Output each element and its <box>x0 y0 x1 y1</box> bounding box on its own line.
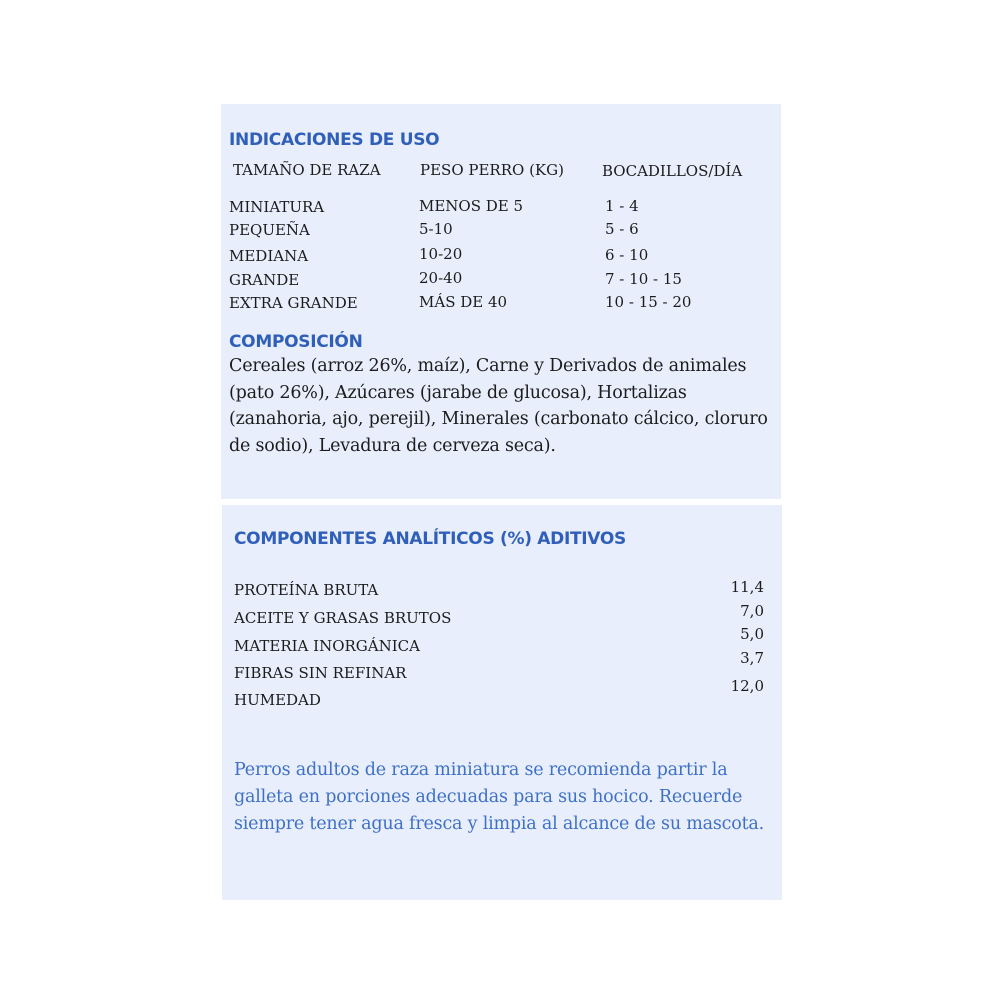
composition-text: Cereales (arroz 26%, maíz), Carne y Derivados de animales (pato 26%), Azúcares (jarabe de glucosa), Hortalizas (zanahoria, ajo, perejil), Minerales (carbonato cálcico, cloruro de sodio), Levadura de cerveza seca). <box>229 356 768 456</box>
table-cell: 5 - 6 <box>605 220 639 238</box>
analytics-value: 3,7 <box>740 649 764 667</box>
table-cell: 1 - 4 <box>605 197 639 215</box>
analytics-heading: COMPONENTES ANALÍTICOS (%) ADITIVOS <box>234 529 626 549</box>
table-cell: MENOS DE 5 <box>419 197 524 215</box>
column-header-dog-weight: PESO PERRO (KG) <box>420 161 564 179</box>
analytics-label: MATERIA INORGÁNICA <box>234 637 420 655</box>
analytics-value: 11,4 <box>730 578 764 596</box>
table-cell: 7 - 10 - 15 <box>605 270 682 288</box>
table-cell: EXTRA GRANDE <box>229 294 358 312</box>
table-cell: 10-20 <box>419 245 463 263</box>
analytics-label: FIBRAS SIN REFINAR <box>234 664 407 682</box>
analytics-label: ACEITE Y GRASAS BRUTOS <box>234 609 452 627</box>
column-header-breed-size: TAMAÑO DE RAZA <box>233 161 381 179</box>
table-cell: 20-40 <box>419 269 463 287</box>
composition-heading: COMPOSICIÓN <box>229 332 363 352</box>
analytics-label: HUMEDAD <box>234 691 321 709</box>
table-cell: GRANDE <box>229 271 300 289</box>
column-header-snacks-per-day: BOCADILLOS/DÍA <box>602 162 743 180</box>
table-cell: MEDIANA <box>229 247 309 265</box>
usage-heading: INDICACIONES DE USO <box>229 130 440 150</box>
analytics-value: 7,0 <box>740 602 764 620</box>
analytics-label: PROTEÍNA BRUTA <box>234 581 379 599</box>
analytics-value: 5,0 <box>740 625 764 643</box>
table-cell: 5-10 <box>419 220 453 238</box>
usage-composition-panel <box>221 104 781 499</box>
analytics-panel <box>222 505 782 900</box>
table-cell: 6 - 10 <box>605 246 649 264</box>
analytics-value: 12,0 <box>730 677 764 695</box>
table-cell: PEQUEÑA <box>229 221 310 239</box>
table-cell: MÁS DE 40 <box>419 293 508 311</box>
serving-note: Perros adultos de raza miniatura se recomienda partir la galleta en porciones adecuadas para sus hocico. Recuerde siempre tener agua fresca y limpia al alcance de su mascota. <box>234 760 765 834</box>
table-cell: 10 - 15 - 20 <box>605 293 692 311</box>
table-cell: MINIATURA <box>229 198 325 216</box>
